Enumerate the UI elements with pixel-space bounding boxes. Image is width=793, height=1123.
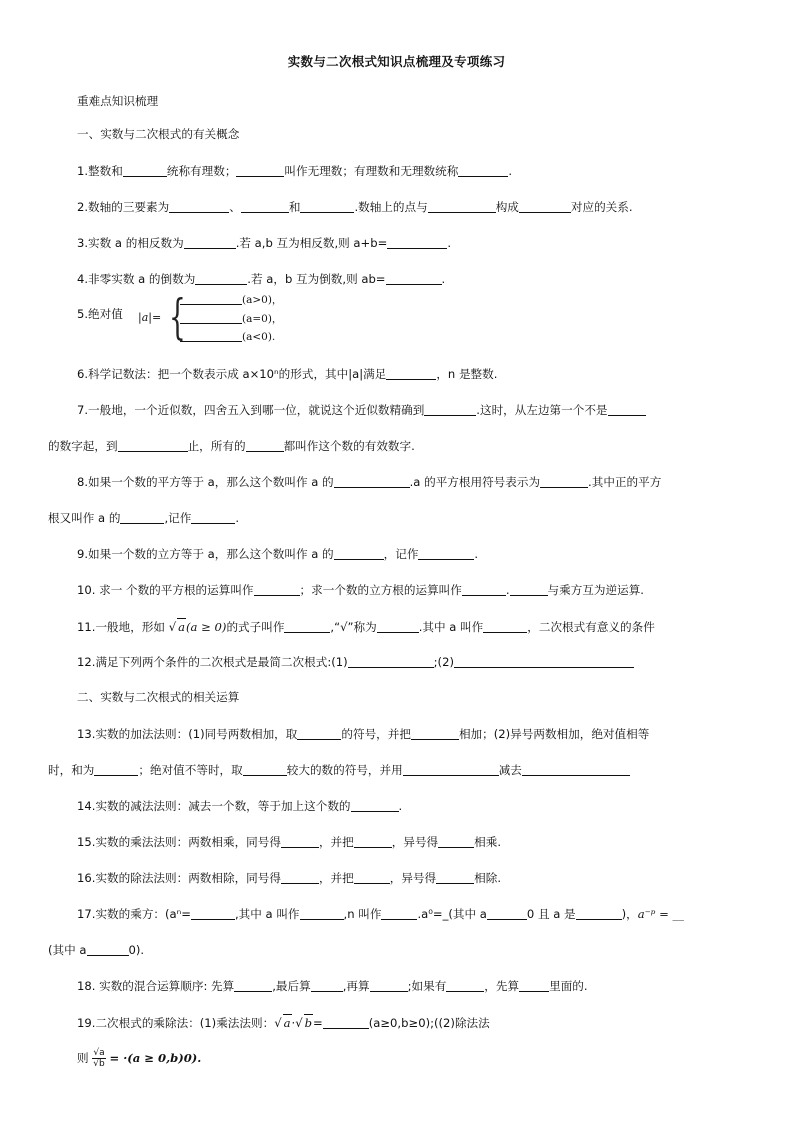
answer-blank[interactable]	[241, 200, 289, 213]
question-7-cont: 的数字起，到 止，所有的 都叫作这个数的有效数字.	[48, 439, 415, 453]
page-title: 实数与二次根式知识点梳理及专项练习	[287, 54, 506, 69]
answer-blank[interactable]	[387, 236, 447, 249]
answer-blank[interactable]	[386, 367, 436, 380]
answer-blank[interactable]	[180, 293, 242, 305]
answer-blank[interactable]	[370, 979, 408, 992]
part1-heading: 一、实数与二次根式的有关概念	[77, 127, 240, 141]
answer-blank[interactable]	[446, 979, 484, 992]
question-1: 1.整数和 统称有理数； 叫作无理数；有理数和无理数统称 .	[77, 164, 513, 178]
answer-blank[interactable]	[381, 907, 417, 920]
answer-blank[interactable]	[424, 403, 476, 416]
question-4: 4.非零实数 a 的倒数为 .若 a，b 互为倒数,则 ab= .	[77, 272, 446, 286]
question-7: 7.一般地，一个近似数，四舍五入到哪一位，就说这个近似数精确到 .这时，从左边第一个不是	[77, 402, 793, 418]
answer-blank[interactable]	[246, 439, 284, 452]
question-6: 6.科学记数法：把一个数表示成 a×10ⁿ的形式，其中|a|满足 ，n 是整数.	[77, 367, 498, 381]
part2-heading: 二、实数与二次根式的相关运算	[77, 690, 240, 704]
left-brace-icon: {	[169, 289, 186, 345]
answer-blank[interactable]	[281, 835, 319, 848]
sqrt-icon: √	[295, 1016, 303, 1030]
question-16: 16.实数的除法法则：两数相除，同号得 ，并把 ，异号得 相除.	[77, 871, 502, 885]
answer-blank[interactable]	[354, 871, 390, 884]
answer-blank[interactable]	[522, 763, 630, 776]
answer-blank[interactable]	[311, 979, 343, 992]
question-2: 2.数轴的三要素为 、 和 .数轴上的点与 构成 对应的关系.	[77, 200, 633, 214]
question-11: 11.一般地，形如 √ a(a ≥ 0)的式子叫作 ,“√”称为 .其中 a 叫作 ，二次根式有意义的条件	[77, 620, 655, 634]
answer-blank[interactable]	[334, 475, 410, 488]
answer-blank[interactable]	[458, 164, 508, 177]
answer-blank[interactable]	[354, 835, 392, 848]
answer-blank[interactable]	[418, 547, 474, 560]
question-8: 8.如果一个数的平方等于 a，那么这个数叫作 a 的 .a 的平方根用符号表示为 .其中正的平方	[77, 475, 662, 489]
question-17: 17.实数的乘方：(aⁿ= ,其中 a 叫作 ,n 叫作 .a⁰=_(其中 a 0 且 a 是 )，a⁻ᵖ = __	[77, 907, 685, 921]
answer-blank[interactable]	[519, 979, 549, 992]
question-9: 9.如果一个数的立方等于 a，那么这个数叫作 a 的 ，记作 .	[77, 547, 479, 561]
answer-blank[interactable]	[510, 583, 548, 596]
answer-blank[interactable]	[519, 200, 571, 213]
answer-blank[interactable]	[438, 835, 474, 848]
answer-blank[interactable]	[483, 620, 527, 633]
answer-blank[interactable]	[169, 200, 229, 213]
answer-blank[interactable]	[428, 200, 496, 213]
answer-blank[interactable]	[377, 620, 419, 633]
answer-blank[interactable]	[300, 200, 354, 213]
question-15: 15.实数的乘法法则：两数相乘，同号得 ，并把 ，异号得 相乘.	[77, 835, 502, 849]
question-10: 10. 求一 个数的平方根的运算叫作 ；求一个数的立方根的运算叫作 . 与乘方互为逆运算.	[77, 583, 644, 597]
answer-blank[interactable]	[608, 403, 646, 416]
answer-blank[interactable]	[411, 727, 459, 740]
answer-blank[interactable]	[184, 236, 236, 249]
question-13: 13.实数的加法法则：(1)同号两数相加，取 的符号，并把 相加；(2)异号两数相加，绝对值相等	[77, 727, 650, 741]
quotient-fraction: $\frac{√a}{√b}$	[93, 1048, 105, 1069]
answer-blank[interactable]	[487, 907, 527, 920]
question-13-cont: 时，和为 ；绝对值不等时，取 较大的数的符号，并用 减去	[48, 762, 793, 778]
sqrt-icon: √	[168, 620, 177, 634]
question-5-label: 5.绝对值	[77, 307, 123, 321]
answer-blank[interactable]	[540, 475, 588, 488]
answer-blank[interactable]	[403, 763, 499, 776]
case-positive: (a>0)，	[180, 292, 282, 307]
abs-expression: |a|=	[138, 311, 162, 324]
answer-blank[interactable]	[348, 655, 434, 668]
answer-blank[interactable]	[195, 272, 247, 285]
answer-blank[interactable]	[118, 439, 188, 452]
answer-blank[interactable]	[236, 164, 284, 177]
section-heading: 重难点知识梳理	[77, 94, 159, 108]
answer-blank[interactable]	[386, 272, 442, 285]
question-8-cont: 根又叫作 a 的 ,记作 .	[48, 511, 240, 525]
question-19-cont: 则 $\frac{√a}{√b}$ = ·(a ≥ 0,b)0).	[77, 1048, 202, 1069]
answer-blank[interactable]	[351, 799, 399, 812]
answer-blank[interactable]	[454, 655, 634, 668]
case-negative: (a<0).	[180, 330, 275, 343]
answer-blank[interactable]	[191, 907, 235, 920]
answer-blank[interactable]	[123, 164, 167, 177]
answer-blank[interactable]	[94, 763, 138, 776]
answer-blank[interactable]	[254, 583, 300, 596]
question-19: 19.二次根式的乘除法：(1)乘法法则：√ a·√ b= (a≥0,b≥0);((2)除法法	[77, 1016, 490, 1030]
answer-blank[interactable]	[243, 763, 287, 776]
case-zero: (a=0)，	[180, 311, 282, 326]
question-14: 14.实数的减法法则：减去一个数，等于加上这个数的 .	[77, 799, 403, 813]
absolute-value-cases	[138, 289, 338, 345]
answer-blank[interactable]	[300, 907, 344, 920]
answer-blank[interactable]	[323, 1016, 369, 1029]
answer-blank[interactable]	[462, 583, 506, 596]
answer-blank[interactable]	[191, 511, 235, 524]
answer-blank[interactable]	[284, 620, 330, 633]
answer-blank[interactable]	[180, 330, 242, 342]
answer-blank[interactable]	[281, 871, 319, 884]
answer-blank[interactable]	[576, 907, 622, 920]
question-18: 18. 实数的混合运算顺序: 先算 ,最后算 ,再算 ;如果有 ，先算 里面的.	[77, 979, 588, 993]
sqrt-icon: √	[274, 1016, 282, 1030]
answer-blank[interactable]	[180, 312, 242, 324]
answer-blank[interactable]	[234, 979, 272, 992]
question-17-cont: (其中 a 0).	[48, 943, 145, 957]
question-12: 12.满足下列两个条件的二次根式是最简二次根式:(1) ;(2)	[77, 654, 793, 670]
answer-blank[interactable]	[120, 511, 164, 524]
answer-blank[interactable]	[334, 547, 384, 560]
answer-blank[interactable]	[297, 727, 341, 740]
answer-blank[interactable]	[87, 943, 129, 956]
question-3: 3.实数 a 的相反数为 .若 a,b 互为相反数,则 a+b= .	[77, 236, 452, 250]
answer-blank[interactable]	[436, 871, 474, 884]
